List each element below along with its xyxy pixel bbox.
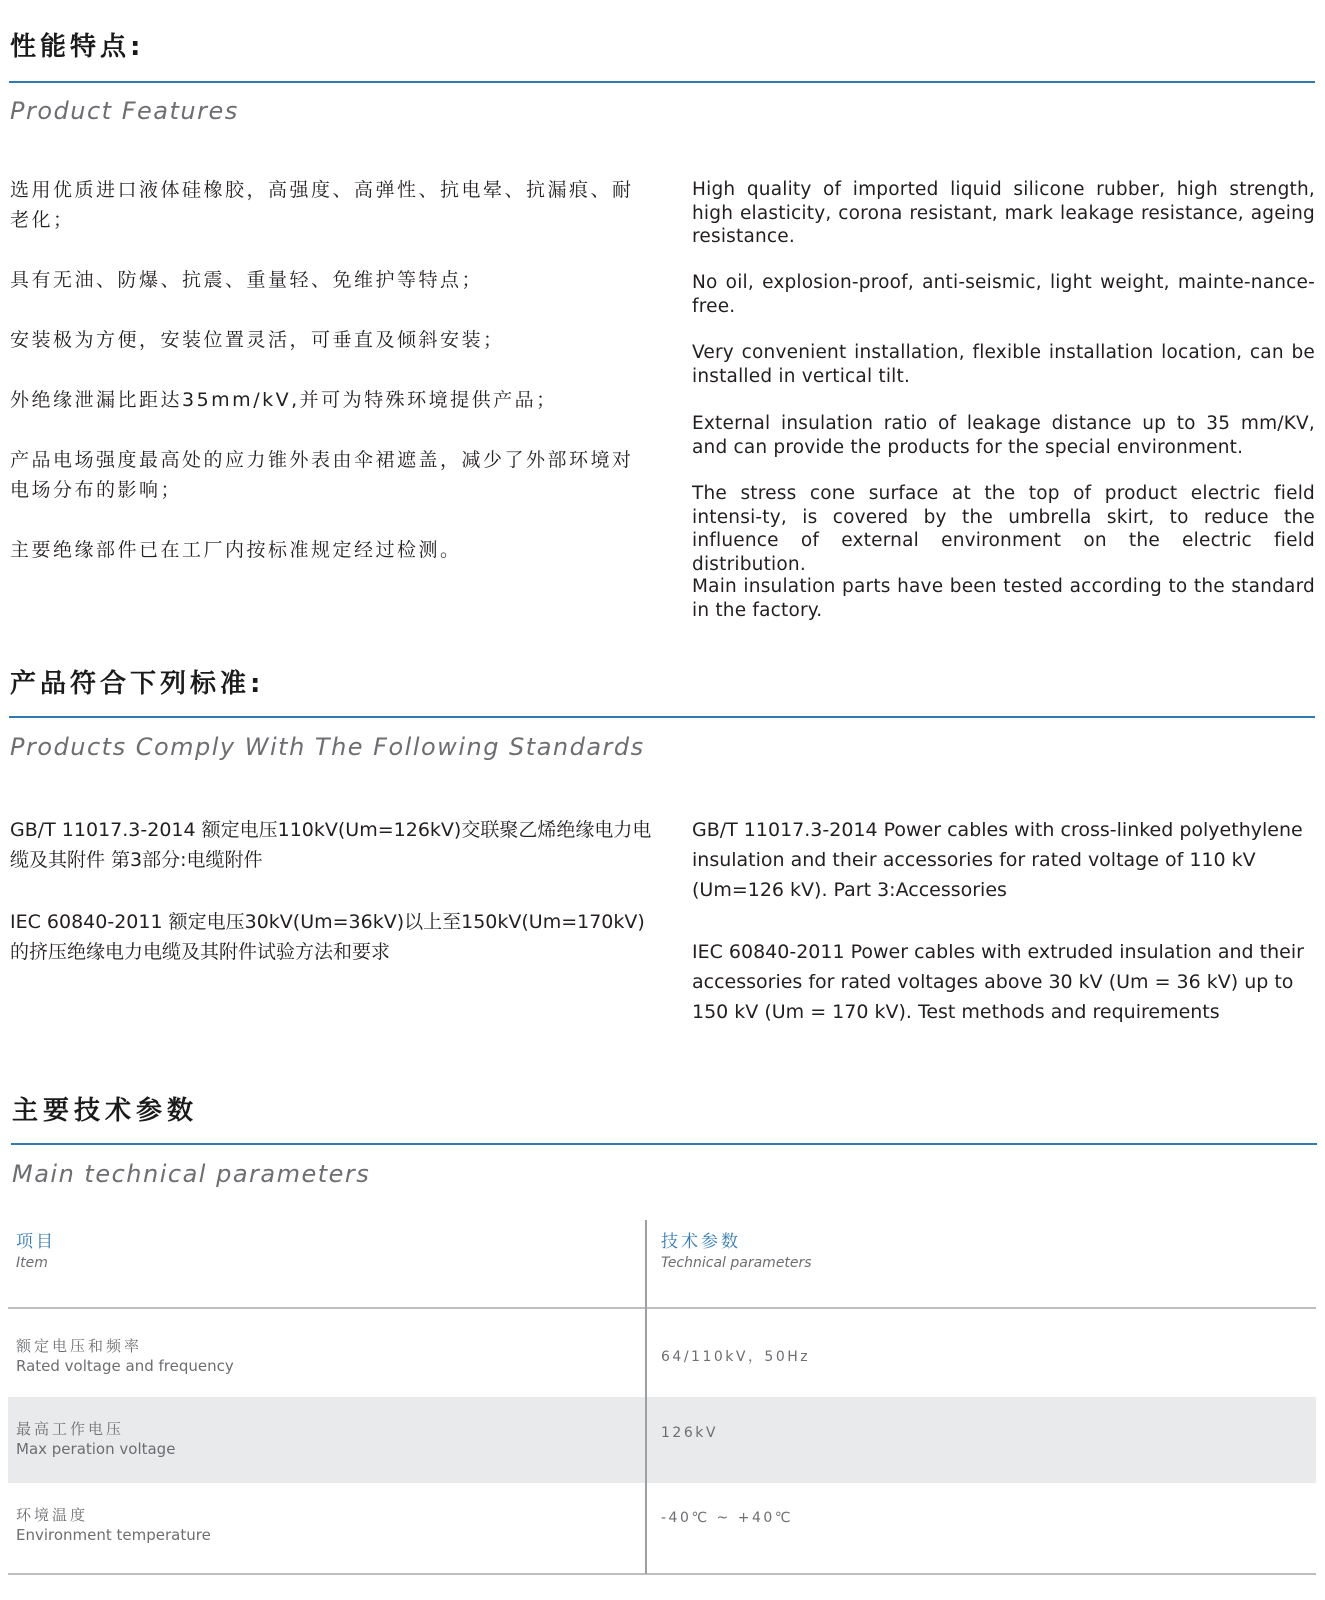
row-value: -40℃ ~ +40℃ — [661, 1510, 793, 1526]
parameters-title-en: Main technical parameters — [12, 1160, 371, 1188]
features-title-cn: 性能特点: — [10, 32, 145, 62]
table-header-divider — [8, 1307, 1316, 1309]
parameters-title-cn: 主要技术参数 — [12, 1096, 199, 1126]
table-header-item-cn: 项目 — [16, 1232, 56, 1252]
features-title-en: Product Features — [10, 97, 239, 125]
table-row — [16, 1418, 175, 1458]
row-label-en: Max peration voltage — [16, 1440, 176, 1458]
table-header-value-cn: 技术参数 — [661, 1232, 741, 1252]
standard-en-1: GB/T 11017.3-2014 Power cables with cross-linked polyethylene insulation and their accessories for rated voltage of 110 kV (Um=126 kV). Part 3:Accessories — [692, 819, 1303, 901]
row-label-en: Rated voltage and frequency — [16, 1357, 234, 1375]
feature-en-4: External insulation ratio of leakage distance up to 35 mm/KV, and can provide the products for the special environment. — [692, 413, 1315, 458]
standard-cn-1: GB/T 11017.3-2014 额定电压110kV(Um=126kV)交联聚乙烯绝缘电力电缆及其附件 第3部分:电缆附件 — [10, 819, 652, 871]
table-bottom-divider — [8, 1573, 1316, 1575]
table-column-divider — [645, 1220, 647, 1574]
feature-cn-2: 具有无油、防爆、抗震、重量轻、免维护等特点； — [10, 269, 484, 291]
parameters-title-rule — [11, 1143, 1317, 1145]
table-row — [16, 1335, 234, 1375]
row-label-cn: 最高工作电压 — [16, 1420, 125, 1438]
standard-en-2: IEC 60840-2011 Power cables with extruded insulation and their accessories for rated voltages above 30 kV (Um = 36 kV) up to 150 kV (Um = 170 kV). Test methods and requirements — [692, 941, 1304, 1023]
feature-cn-1: 选用优质进口液体硅橡胶，高强度、高弹性、抗电晕、抗漏痕、耐老化； — [10, 179, 634, 231]
table-header-value-en: Technical parameters — [661, 1255, 812, 1271]
feature-en-3: Very convenient installation, flexible installation location, can be installed in vertical tilt. — [692, 342, 1315, 387]
standards-title-en: Products Comply With The Following Standards — [10, 733, 645, 761]
features-title-rule — [9, 81, 1315, 83]
feature-en-5: The stress cone surface at the top of product electric field intensi-ty, is covered by the umbrella skirt, to reduce the influence of external environment on the electric field distribution. — [692, 483, 1315, 575]
table-header-item-en: Item — [16, 1255, 48, 1271]
row-label-cn: 额定电压和频率 — [16, 1337, 143, 1355]
feature-cn-5: 产品电场强度最高处的应力锥外表由伞裙遮盖，减少了外部环境对电场分布的影响； — [10, 449, 634, 501]
feature-en-1: High quality of imported liquid silicone rubber, high strength, high elasticity, corona resistant, mark leakage resistance, ageing resistance. — [692, 179, 1315, 247]
feature-cn-4: 外绝缘泄漏比距达35mm/kV,并可为特殊环境提供产品； — [10, 389, 558, 411]
row-value: 64/110kV，50Hz — [661, 1349, 811, 1365]
row-value: 126kV — [661, 1425, 718, 1441]
feature-cn-3: 安装极为方便，安装位置灵活，可垂直及倾斜安装； — [10, 329, 505, 351]
standard-cn-2: IEC 60840-2011 额定电压30kV(Um=36kV)以上至150kV(Um=170kV)的挤压绝缘电力电缆及其附件试验方法和要求 — [10, 911, 645, 963]
feature-en-2: No oil, explosion-proof, anti-seismic, light weight, mainte-nance-free. — [692, 272, 1315, 317]
feature-cn-6: 主要绝缘部件已在工厂内按标准规定经过检测。 — [10, 539, 462, 561]
parameters-table — [8, 1220, 1316, 1585]
feature-en-6: Main insulation parts have been tested according to the standard in the factory. — [692, 576, 1315, 621]
table-row — [16, 1504, 211, 1544]
table-header-item — [16, 1227, 56, 1271]
standards-title-cn: 产品符合下列标准: — [10, 669, 265, 699]
table-header-value — [661, 1227, 812, 1271]
standards-title-rule — [9, 716, 1315, 718]
row-label-en: Environment temperature — [16, 1526, 211, 1544]
row-label-cn: 环境温度 — [16, 1506, 89, 1524]
